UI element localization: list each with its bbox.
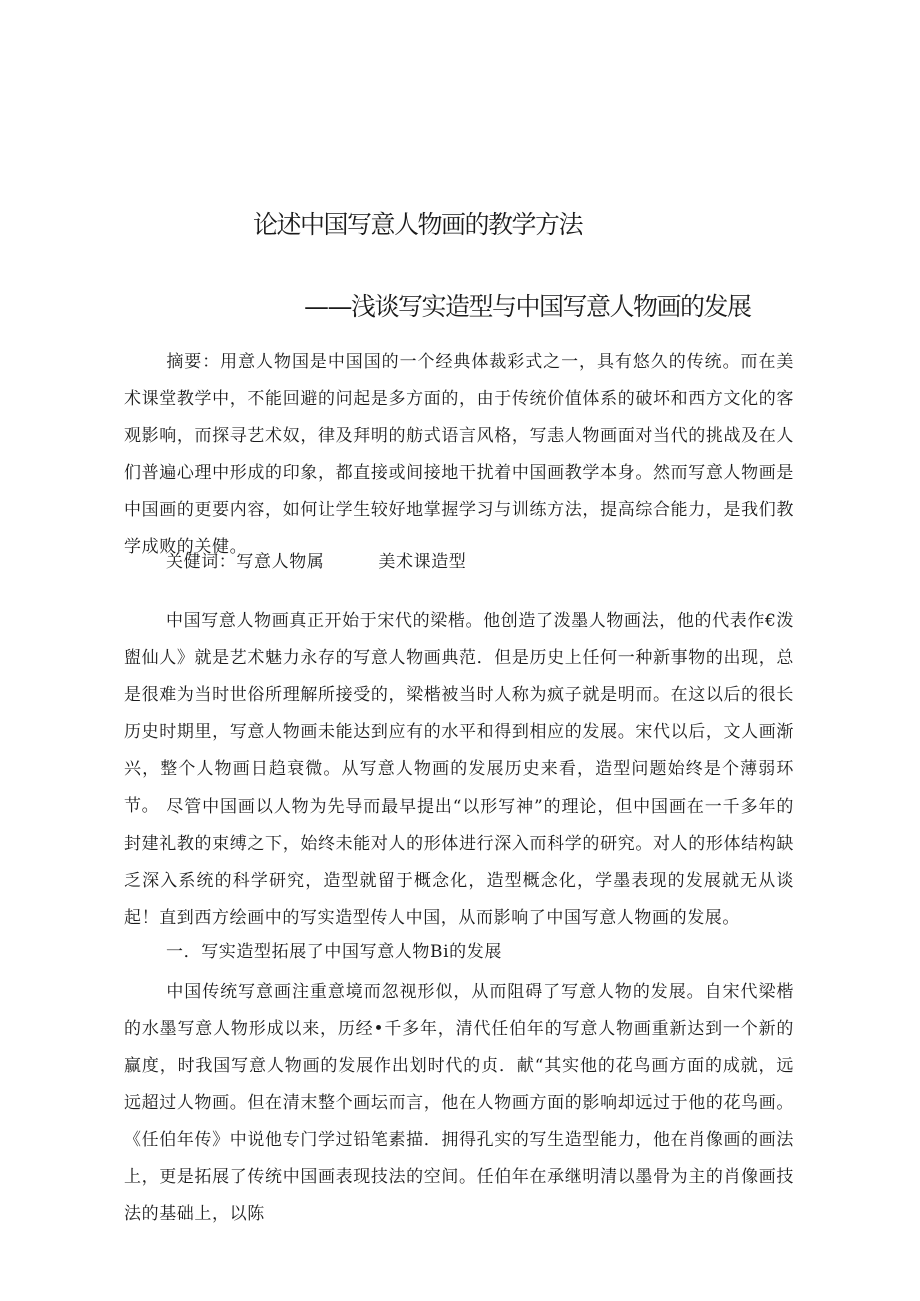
keywords-line	[166, 547, 466, 577]
keywords-label: 关健词：写意人物属	[166, 552, 325, 572]
abstract-text: 摘要：用意人物国是中国国的一个经典体裁彩式之一，具有悠久的传统。而在美术课堂教学中，不能回避的问起是多方面的，由于传统价值体系的破坏和西方文化的客观影响，而探寻艺术奴，律及拜明的舫式语言风格，写恚人物画面对当代的挑战及在人们普遍心理中形成的印象，都直接或间接地干扰着中国画教学本身。然而写意人物画是中国画的更要内容，如何让学生较好地掌握学习与训练方法，提高综合能力，是我们教学成败的关健。	[124, 352, 794, 557]
page-title: 论述中国写意人物画的教学方法	[253, 210, 583, 239]
page-subtitle: ——浅谈写实造型与中国写意人物画的发展	[304, 292, 751, 321]
paragraph-2-text: 尽管中国画以人物为先导而最早提出“以形写神”的理论，但中国画在一千多年的封建礼教的束缚之下，始终未能对人的形体进行深入而科学的研究。对人的形体结构缺乏深入系统的科学研究，造型就留于概念化，造型概念化，学墨表现的发展就无从谈起！直到西方绘画中的写实造型传人中国，从而影响了中国写意人物画的发展。	[124, 797, 794, 928]
keywords-second: 美术课造型	[378, 552, 467, 572]
abstract-paragraph	[124, 344, 794, 566]
section-heading: 一．写实造型拓展了中国写意人物Bi的发展	[166, 942, 502, 962]
body-paragraph-3	[124, 974, 794, 1233]
paragraph-3-text: 中国传统写意画注重意境而忽视形似，从而阻碍了写意人物的发展。自宋代梁楷的水墨写意人物形成以来，历经•千多年，清代任伯年的写意人物画重新达到一个新的赢度，时我国写意人物画的发展作出划时代的贞．献“其实他的花鸟画方面的成就，远远超过人物画。但在清末整个画坛而言，他在人物画方面的影响却远过于他的花鸟画。《任伯年传》中说他专门学过铅笔素描．拥得孔实的写生造型能力，他在肖像画的画法上，更是拓展了传统中国画表现技法的空间。任伯年在承继明清以墨骨为主的肖像画技法的基础上，以陈	[124, 982, 794, 1224]
body-paragraph-2	[124, 789, 794, 937]
paragraph-1-text: 中国写意人物画真正开始于宋代的梁楷。他创造了泼墨人物画法，他的代表作€泼盥仙人》就是艺术魅力永存的写意人物画典范．但是历史上任何一种新事物的出现，总是很难为当时世俗所理解所接受的，梁楷被当时人称为疯子就是明而。在这以后的很长历史时期里，写意人物画未能达到应有的水平和得到相应的发展。宋代以后，文人画渐兴，整个人物画日趋衰微。从写意人物画的发展历史来看，造型问题始终是个薄弱环节。	[124, 611, 794, 816]
